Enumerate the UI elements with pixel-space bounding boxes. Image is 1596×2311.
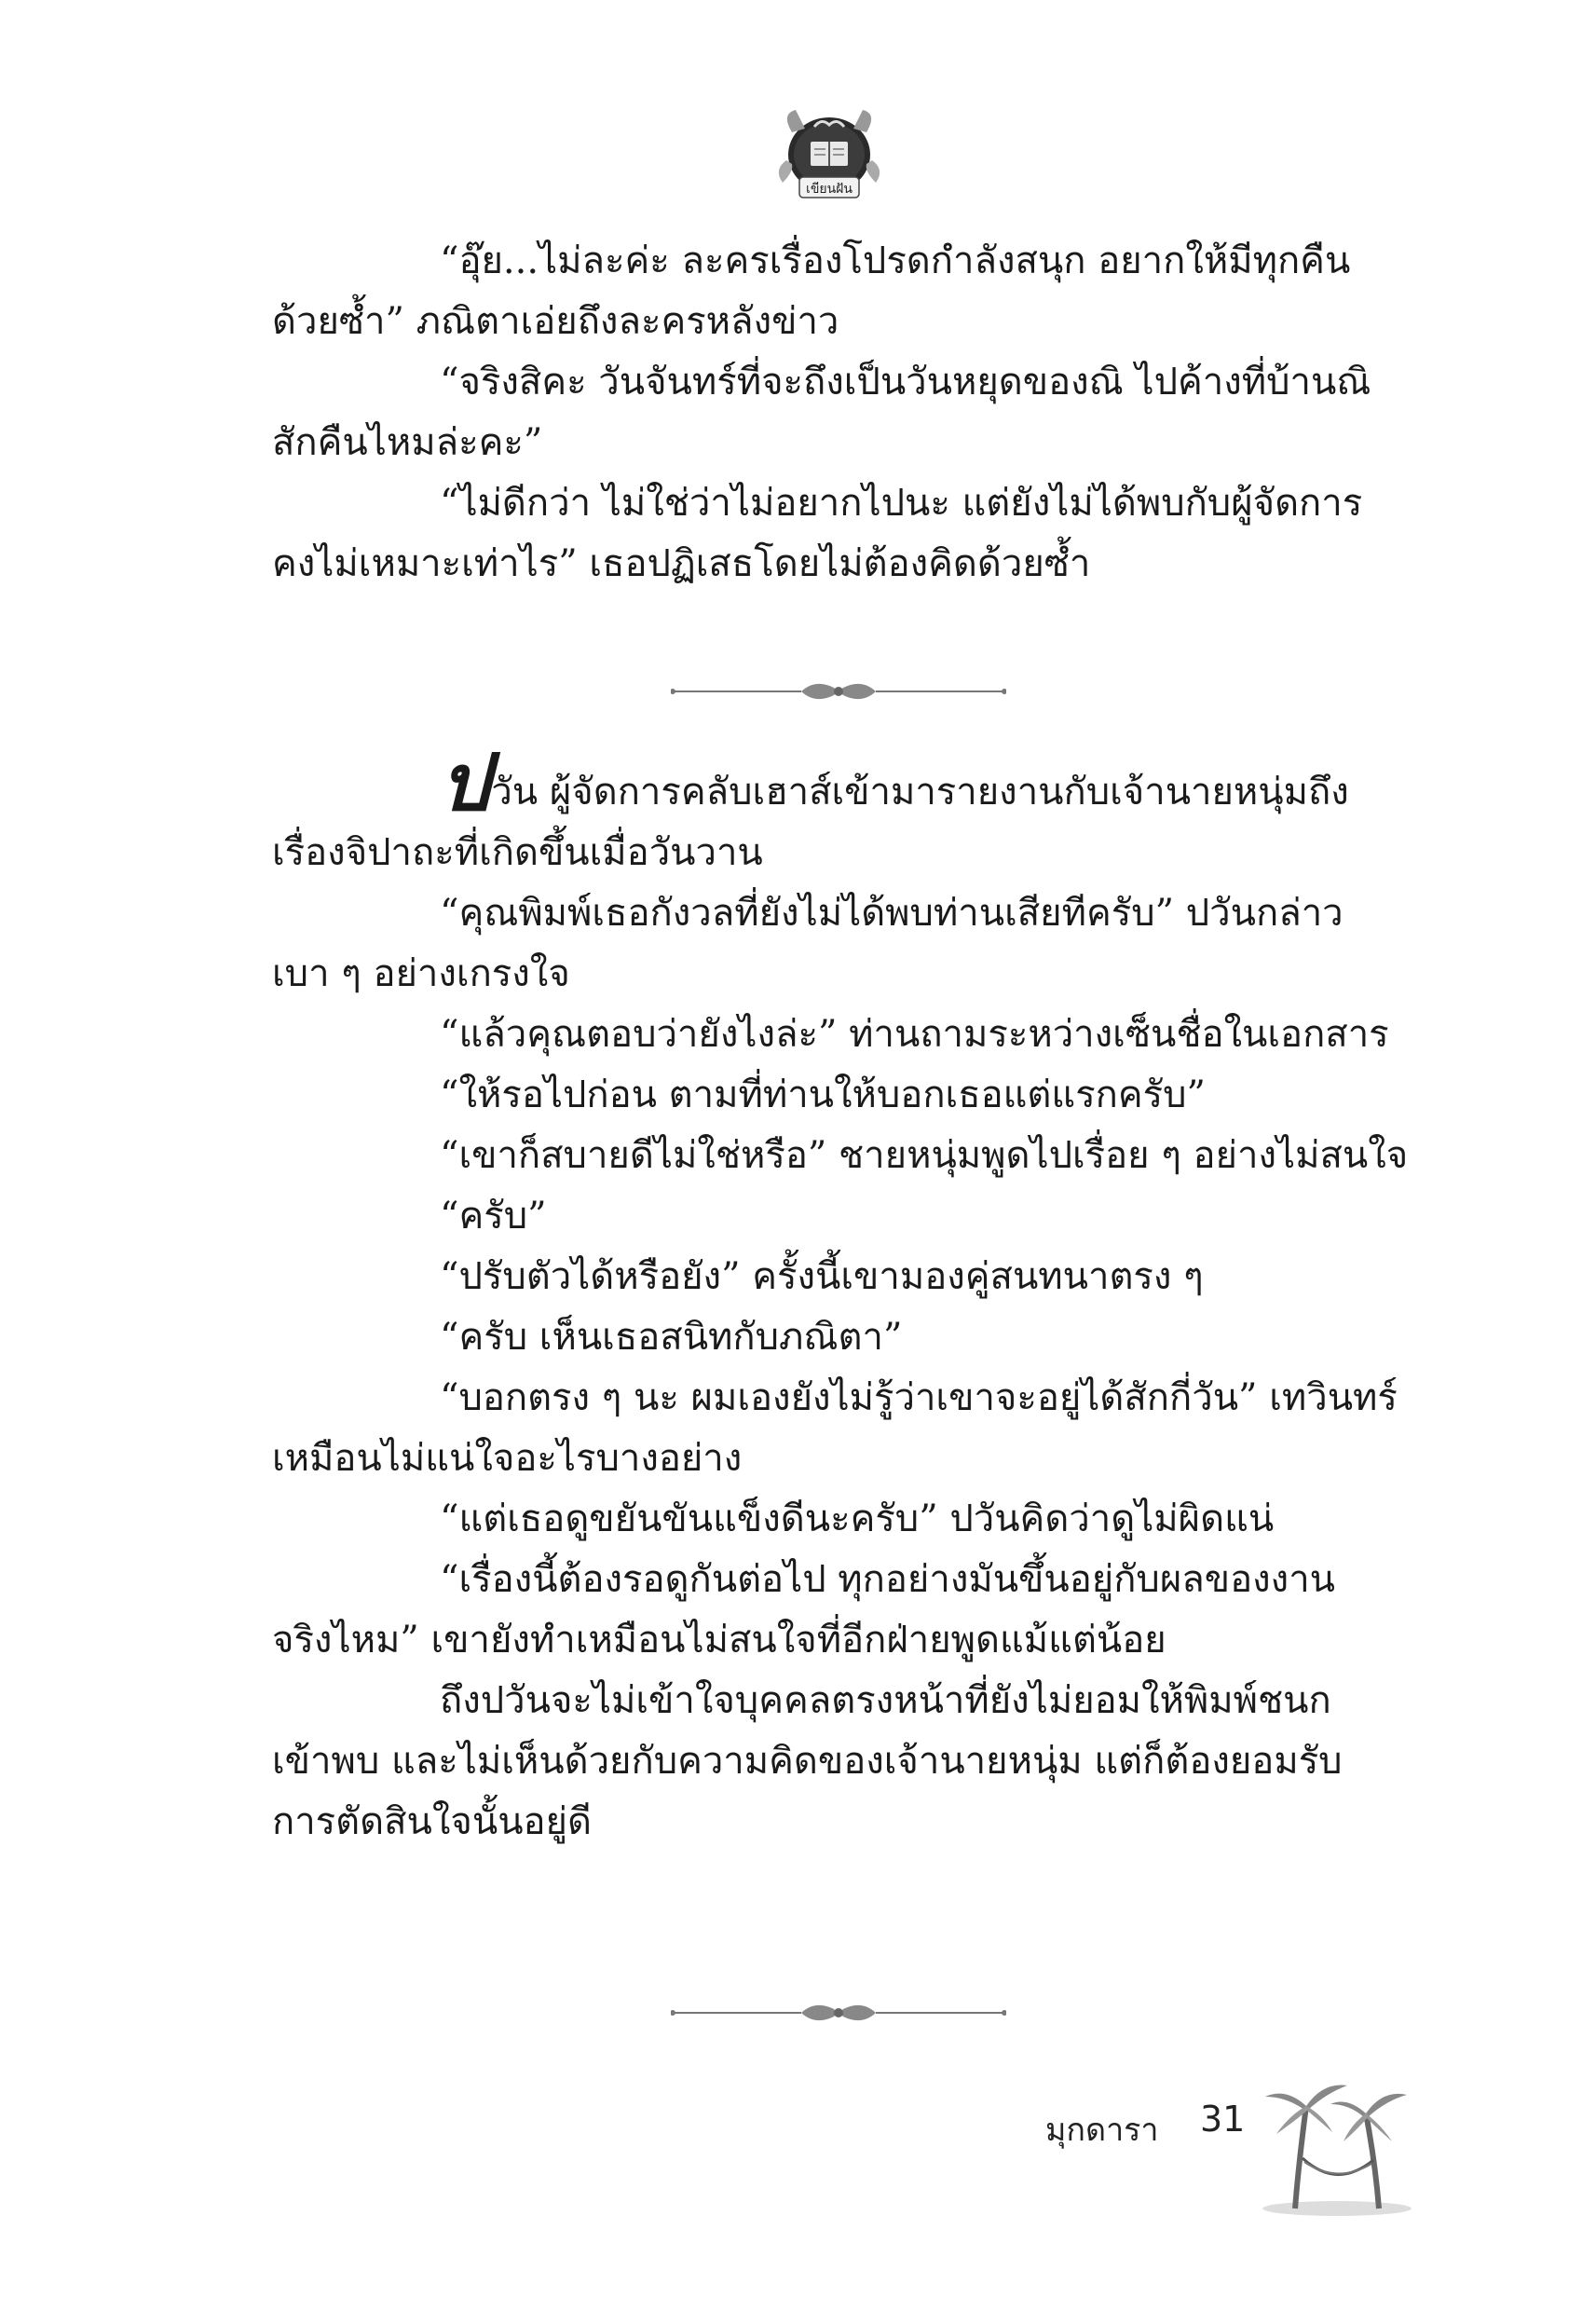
paragraph-line: “อุ๊ย...ไม่ละค่ะ ละครเรื่องโปรดกำลังสนุก อยากให้มีทุกคืน [440,239,1351,282]
drop-cap: ป [440,736,490,828]
paragraph-line-with-dropcap [272,736,1412,828]
paragraph-line: “แล้วคุณตอบว่ายังไงล่ะ” ท่านถามระหว่างเซ็นชื่อในเอกสาร [440,1013,1389,1056]
first-line-text: วัน ผู้จัดการคลับเฮาส์เข้ามารายงานกับเจ้านายหนุ่มถึง [491,771,1349,814]
dialogue-section-1 [272,231,1412,595]
paragraph-line: “จริงสิคะ วันจันทร์ที่จะถึงเป็นวันหยุดของณิ ไปค้างที่บ้านณิ [440,361,1371,403]
paragraph-line: ด้วยซ้ำ” ภณิตาเอ่ยถึงละครหลังข่าว [272,300,839,343]
paragraph-line: สักคืนไหมล่ะคะ” [272,421,543,464]
paragraph-line: “ไม่ดีกว่า ไม่ใช่ว่าไม่อยากไปนะ แต่ยังไม่ได้พบกับผู้จัดการ [440,482,1363,525]
paragraph-line: จริงไหม” เขายังทำเหมือนไม่สนใจที่อีกฝ่ายพูดแม้แต่น้อย [272,1619,1166,1661]
narrative-section-2 [272,736,1412,1853]
paragraph-line: การตัดสินใจนั้นอยู่ดี [272,1800,592,1843]
paragraph-line: “ปรับตัวได้หรือยัง” ครั้งนี้เขามองคู่สนทนาตรง ๆ [440,1255,1204,1298]
paragraph-line: “ครับ” [440,1195,547,1238]
paragraph-line: เหมือนไม่แน่ใจอะไรบางอย่าง [272,1437,743,1480]
paragraph-line: “บอกตรง ๆ นะ ผมเองยังไม่รู้ว่าเขาจะอยู่ได้สักกี่วัน” เทวินทร์ [440,1376,1398,1419]
footer-book-title: มุกดารา [1045,2112,1159,2149]
paragraph-line: คงไม่เหมาะเท่าไร” เธอปฏิเสธโดยไม่ต้องคิดด้วยซ้ำ [272,542,1091,585]
palm-trees-hammock-icon [1258,2069,1416,2218]
paragraph-line: เข้าพบ และไม่เห็นด้วยกับความคิดของเจ้านายหนุ่ม แต่ก็ต้องยอมรับ [272,1740,1343,1783]
paragraph-line: “เรื่องนี้ต้องรอดูกันต่อไป ทุกอย่างมันขึ้นอยู่กับผลของงาน [440,1558,1335,1601]
footer-page-number: 31 [1200,2099,1246,2140]
ornament-divider [671,673,1006,710]
paragraph-line: เรื่องจิปาถะที่เกิดขึ้นเมื่อวันวาน [272,831,763,874]
ornament-divider [671,1994,1006,2031]
paragraph-line: ถึงปวันจะไม่เข้าใจบุคคลตรงหน้าที่ยังไม่ยอมให้พิมพ์ชนก [440,1679,1331,1722]
paragraph-line: “แต่เธอดูขยันขันแข็งดีนะครับ” ปวันคิดว่าดูไม่ผิดแน่ [440,1497,1275,1540]
paragraph-line: “ครับ เห็นเธอสนิทกับภณิตา” [440,1316,903,1359]
paragraph-line: “คุณพิมพ์เธอกังวลที่ยังไม่ได้พบท่านเสียทีครับ” ปวันกล่าว [440,892,1344,935]
paragraph-line: “ให้รอไปก่อน ตามที่ท่านให้บอกเธอแต่แรกครับ” [440,1073,1206,1116]
logo-text: เขียนฝัน [806,182,853,197]
paragraph-line: “เขาก็สบายดีไม่ใช่หรือ” ชายหนุ่มพูดไปเรื่อย ๆ อย่างไม่สนใจ [440,1134,1409,1177]
paragraph-line: เบา ๆ อย่างเกรงใจ [272,952,570,995]
header-emblem-logo [773,104,885,201]
